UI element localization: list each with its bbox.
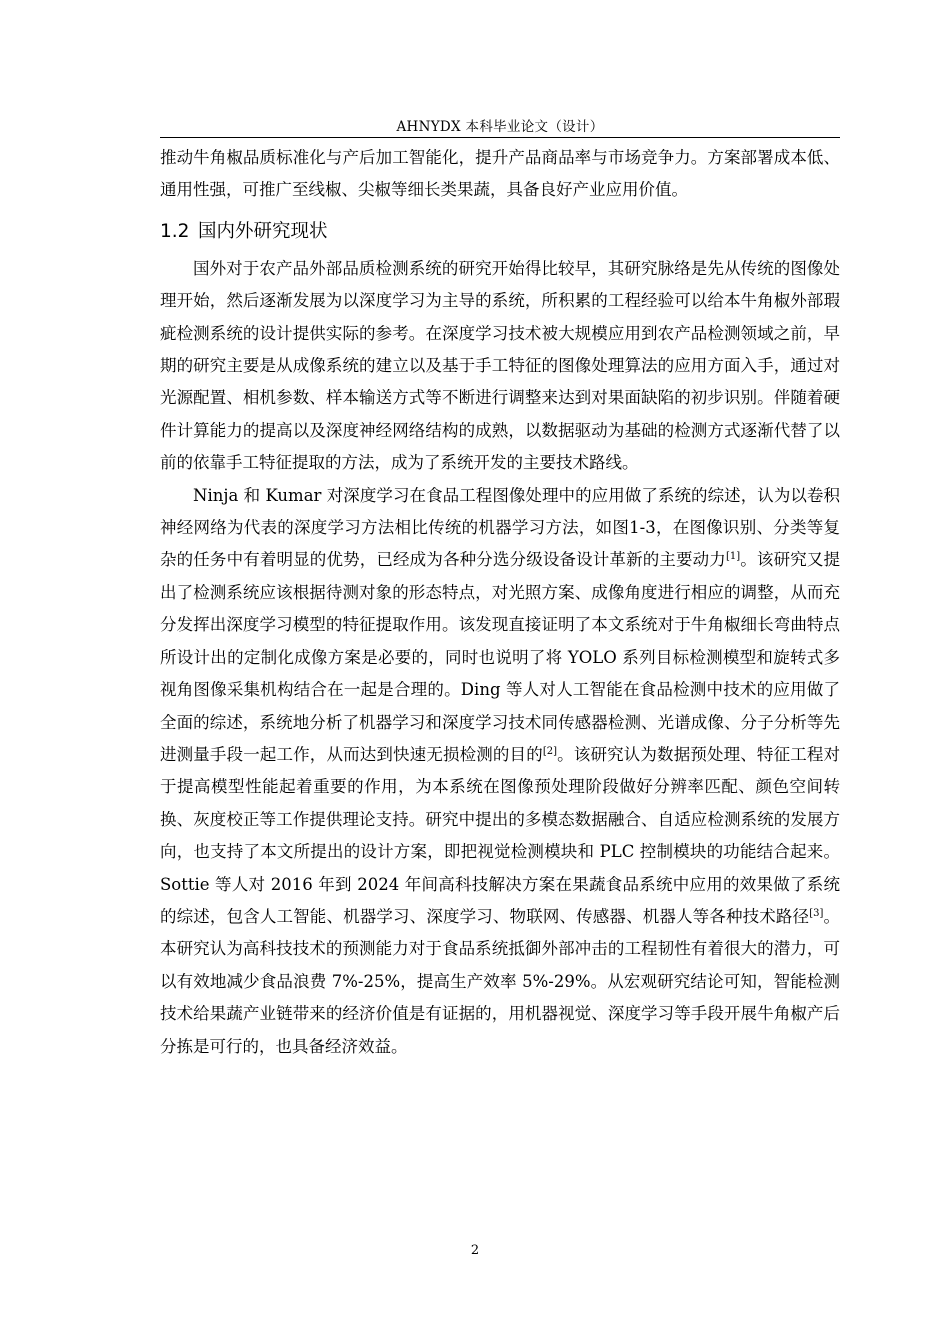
body-text bbox=[160, 142, 840, 1063]
paragraph-text-3: 。该研究认为数据预处理、特征工程对于提高模型性能起着重要的作用，为本系统在图像预处理阶段做好分辨率匹配、颜色空间转换、灰度校正等工作提供理论支持。研究中提出的多模态数据融合、自适应检测系统的发展方向，也支持了本文所提出的设计方案，即把视觉检测模块和 PLC 控制模块的功能结合起来。Sottie 等人对 2016 年到 2024 年间高科技解决方案在果蔬食品系统中应用的效果做了系统的综述，包含人工智能、机器学习、深度学习、物联网、传感器、机器人等各种技术路径 bbox=[160, 744, 841, 926]
section-number: 1.2 bbox=[160, 220, 190, 242]
section-title: 国内外研究现状 bbox=[198, 220, 328, 242]
paragraph-text-2: 。该研究又提出了检测系统应该根据待测对象的形态特点，对光照方案、成像角度进行相应的调整，从而充分发挥出深度学习模型的特征提取作用。该发现直接证明了本文系统对于牛角椒细长弯曲特点所设计出的定制化成像方案是必要的，同时也说明了将 YOLO 系列目标检测模型和旋转式多视角图像采集机构结合在一起是合理的。Ding 等人对人工智能在食品检测中技术的应用做了全面的综述，系统地分析了机器学习和深度学习技术同传感器检测、光谱成像、分子分析等先进测量手段一起工作，从而达到快速无损检测的目的 bbox=[160, 550, 841, 764]
citation-2[interactable]: [2] bbox=[542, 745, 558, 757]
section-heading bbox=[160, 207, 840, 253]
paragraph-literature bbox=[160, 480, 840, 1063]
running-header: AHNYDX 本科毕业论文（设计） bbox=[396, 119, 604, 135]
page-number: 2 bbox=[470, 1243, 480, 1258]
citation-3[interactable]: [3] bbox=[809, 907, 824, 919]
paragraph-text-4: 。本研究认为高科技技术的预测能力对于食品系统抵御外部冲击的工程韧性有着很大的潜力，可以有效地减少食品浪费 7%-25%，提高生产效率 5%-29%。从宏观研究结论可知，智能检测技术给果蔬产业链带来的经济价值是有证据的，用机器视觉、深度学习等手段开展牛角椒产后分拣是可行的，也具备经济效益。 bbox=[160, 906, 841, 1056]
paragraph-overview: 国外对于农产品外部品质检测系统的研究开始得比较早，其研究脉络是先从传统的图像处理开始，然后逐渐发展为以深度学习为主导的系统，所积累的工程经验可以给本牛角椒外部瑕疵检测系统的设计提供实际的参考。在深度学习技术被大规模应用到农产品检测领域之前，早期的研究主要是从成像系统的建立以及基于手工特征的图像处理算法的应用方面入手，通过对光源配置、相机参数、样本输送方式等不断进行调整来达到对果面缺陷的初步识别。伴随着硬件计算能力的提高以及深度神经网络结构的成熟，以数据驱动为基础的检测方式逐渐代替了以前的依靠手工特征提取的方法，成为了系统开发的主要技术路线。 bbox=[160, 258, 840, 473]
citation-1[interactable]: [1] bbox=[725, 551, 741, 563]
paragraph-continued: 推动牛角椒品质标准化与产后加工智能化，提升产品商品率与市场竞争力。方案部署成本低、通用性强，可推广至线椒、尖椒等细长类果蔬，具备良好产业应用价值。 bbox=[160, 148, 840, 200]
header-rule bbox=[160, 137, 840, 138]
paragraph-text-1: Ninja 和 Kumar 对深度学习在食品工程图像处理中的应用做了系统的综述，认为以卷积神经网络为代表的深度学习方法相比传统的机器学习方法，如图1-3，在图像识别、分类等复杂的任务中有着明显的优势，已经成为各种分选分级设备设计革新的主要动力 bbox=[160, 485, 840, 570]
